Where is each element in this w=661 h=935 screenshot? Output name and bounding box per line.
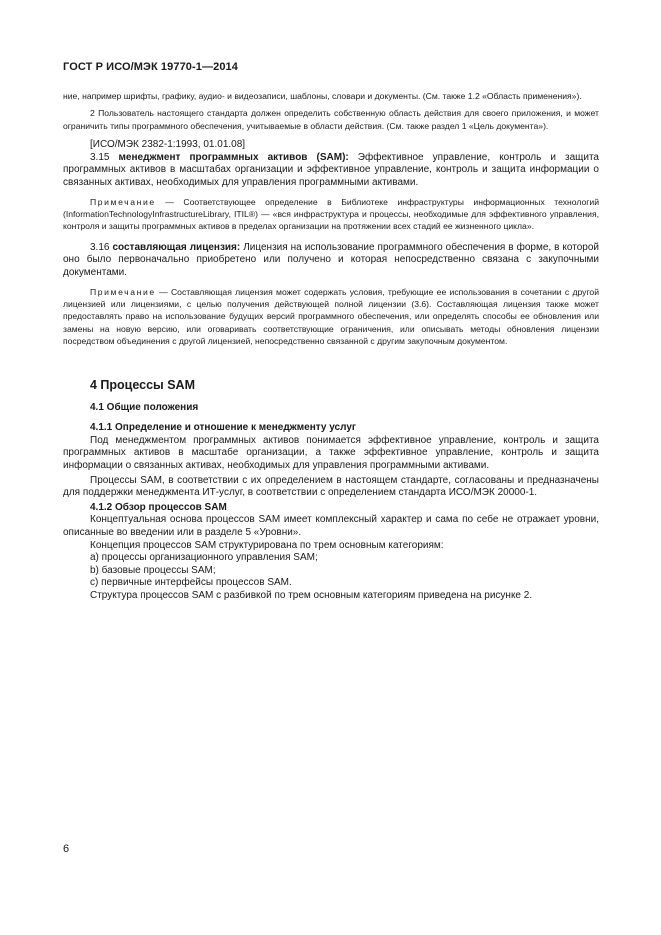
- term-3-15-note: [63, 196, 599, 233]
- term-3-16-term: составляющая лицензия:: [112, 241, 241, 253]
- term-3-16-note-text: — Составляющая лицензия может содержать условия, требующие ее использования в сочетании с другой лицензией или лицензиями, с целью получения действующей полной лицензии (3.6). Составляющая лицензия также может предоставлять право на использование будущих версий программного обеспечения, или определять способы ее обновления или замены на новую версию, или оговаривать соответствующие ограничения, или описывать методы обновления лицензии посредством объединения с другой лицензией, непосредственно связанной с другим закупочным документом.: [63, 286, 599, 347]
- intro-paragraph-1: ние, например шрифты, графику, аудио- и видеозаписи, шаблоны, словари и документы. (См. также 1.2 «Область применения»).: [63, 91, 582, 101]
- term-3-15-note-label: Примечание: [90, 196, 156, 207]
- document-body: [63, 90, 599, 603]
- section-4-title: 4 Процессы SAM: [90, 377, 195, 392]
- section-4-1-title: 4.1 Общие положения: [90, 401, 199, 413]
- term-3-15-definition: Эффективное управление, контроль и защита программных активов в масштабах организации и эффективное управление, контроль и защита информации о связанных активах, необходимых для управления программными активами.: [63, 151, 599, 188]
- document-header: ГОСТ Р ИСО/МЭК 19770-1—2014: [63, 61, 238, 73]
- term-3-15-term: менеджмент программных активов (SAM):: [118, 151, 349, 163]
- term-3-16-definition: Лицензия на использование программного обеспечения в форме, в которой оно было первоначально приобретено или получено и которая непосредственно связана с закупочными документами.: [63, 241, 599, 278]
- term-3-15-number: 3.15: [90, 151, 110, 163]
- term-3-16-note-label: Примечание: [90, 286, 156, 297]
- term-3-15: [63, 152, 599, 190]
- section-4-1-2-paragraph-3: Структура процессов SAM с разбивкой по трем основным категориям приведена на рисунке 2.: [90, 589, 533, 601]
- term-3-16-number: 3.16: [90, 241, 110, 253]
- section-4-1-2-paragraph-1: Концептуальная основа процессов SAM имеет комплексный характер и сама по себе не отражает уровни, описанные во введении или в разделе 5 «Уровни».: [63, 514, 599, 538]
- term-3-16: [63, 242, 599, 280]
- section-4-1-2-title: 4.1.2 Обзор процессов SAM: [90, 501, 227, 513]
- section-4-1-1-title: 4.1.1 Определение и отношение к менеджменту услуг: [90, 422, 357, 434]
- term-3-15-reference: [ИСО/МЭК 2382-1:1993, 01.01.08]: [90, 139, 246, 151]
- list-item: a) процессы организационного управления SAM;: [90, 552, 318, 564]
- section-4-1-2-paragraph-2: Концепция процессов SAM структурирована по трем основным категориям:: [90, 539, 444, 551]
- intro-paragraph-2: 2 Пользователь настоящего стандарта должен определить собственную область действия для своего приложения, и может ограничить типы программного обеспечения, учитываемые в области действия. (См. также раздел 1 «Цель документа»).: [63, 108, 599, 131]
- term-3-15-note-text: — Соответствующее определение в Библиотеке инфраструктуры информационных технологий (InformationTechnologyInfrastructureLibrary, ITIL®) — «вся инфраструктура и процессы, необходимые для эффективного управления, контроля и защиты программных активов в пределах организации на протяжении всех стадий ее жизненного цикла».: [63, 196, 599, 232]
- list-item: b) базовые процессы SAM;: [90, 564, 216, 576]
- page-number: 6: [63, 843, 70, 855]
- term-3-16-note: [63, 286, 599, 348]
- section-4-1-1-paragraph-2: Процессы SAM, в соответствии с их определением в настоящем стандарте, согласованы и предназначены для поддержки менеджмента ИТ-услуг, в соответствии с определением стандарта ИСО/МЭК 20000-1.: [63, 474, 599, 499]
- list-item: c) первичные интерфейсы процессов SAM.: [90, 577, 292, 589]
- section-4-1-1-paragraph-1: Под менеджментом программных активов понимается эффективное управление, контроль и защита программных активов в масштабе организации, а также эффективное управление, контроль и защита информации о связанных активах, необходимых для управления программными активами.: [63, 434, 599, 471]
